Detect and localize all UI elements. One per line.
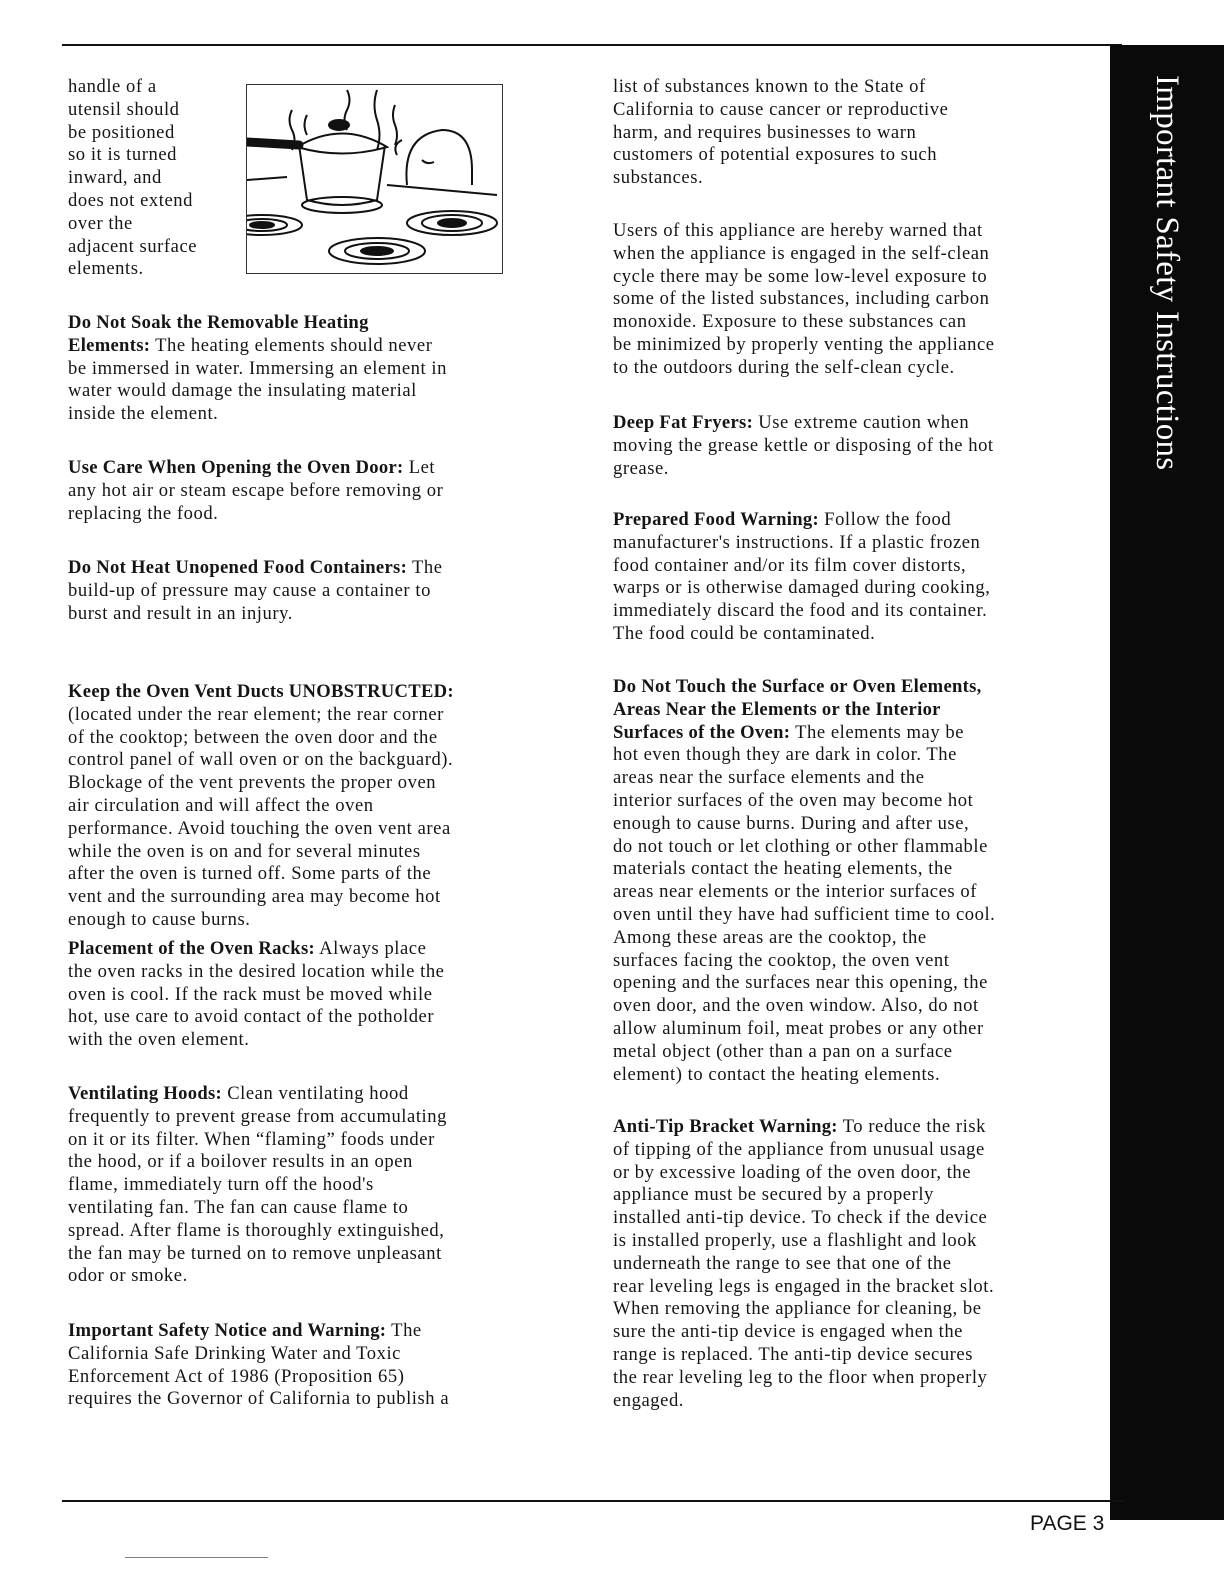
section-heading: Anti-Tip Bracket Warning: (613, 1116, 838, 1137)
section-unopened-containers (68, 557, 443, 625)
bottom-rule (62, 1500, 1124, 1502)
section-tab-title: Important Safety Instructions (1149, 75, 1185, 471)
section-heading: Deep Fat Fryers: (613, 412, 754, 433)
pot-on-stove-illustration (246, 84, 503, 274)
section-body: Use extreme caution when moving the grease kettle or disposing of the hot grease. (613, 412, 994, 479)
section-heading: Placement of the Oven Racks: (68, 938, 315, 959)
section-safety-notice (68, 1320, 449, 1411)
section-body: The build-up of pressure may cause a container to burst and result in an injury. (68, 557, 443, 624)
section-body: The elements may be hot even though they are dark in color. The areas near the surface elements and the interior surfaces of the oven may become hot enough to cause burns. During and after use, do not touch or let clothing or other flammable materials contact the heating elements, the areas near elements or the interior surfaces of oven until they have had sufficient time to cool. Among these areas are the cooktop, the surfaces facing the cooktop, the oven vent opening and the surfaces near this opening, the oven door, and the oven window. Also, do not allow aluminum foil, meat probes or any other metal object (other than a pan on a surface element) to contact the heating elements. (613, 721, 996, 1085)
top-rule (62, 44, 1122, 46)
section-oven-racks (68, 938, 444, 1052)
footer-line (125, 1557, 268, 1558)
section-heading: Keep the Oven Vent Ducts UNOBSTRUCTED: (68, 681, 454, 702)
section-heading: Use Care When Opening the Oven Door: (68, 457, 404, 478)
section-body: (located under the rear element; the rear corner of the cooktop; between the oven door and the control panel of wall oven or on the backguard). Blockage of the vent prevents the proper oven air circulation and will affect the oven performance. Avoid touching the oven vent area while the oven is on and for several minutes after the oven is turned off. Some parts of the vent and the surrounding area may become hot enough to cause burns. (68, 703, 454, 930)
section-deep-fat-fryers (613, 412, 994, 480)
section-oven-door (68, 457, 443, 525)
section-anti-tip (613, 1116, 994, 1412)
section-body: Always place the oven racks in the desired location while the oven is cool. If the rack must be moved while hot, use care to avoid contact of the potholder with the oven element. (68, 938, 445, 1051)
section-do-not-soak (68, 312, 447, 426)
section-heading: Prepared Food Warning: (613, 509, 819, 530)
section-do-not-touch (613, 676, 995, 1086)
section-heading: Do Not Touch the Surface or Oven Elements, Areas Near the Elements or the Interior Surfaces of the Oven: (613, 676, 982, 743)
section-body: The California Safe Drinking Water and Toxic Enforcement Act of 1986 (Proposition 65) requires the Governor of California to publish a (68, 1320, 450, 1410)
section-body: Let any hot air or steam escape before removing or replacing the food. (68, 457, 444, 524)
section-heading: Important Safety Notice and Warning: (68, 1320, 387, 1341)
section-body: Follow the food manufacturer's instructions. If a plastic frozen food container and/or its film cover distorts, warps or is otherwise damaged during cooking, immediately discard the food and its container. The food could be contaminated. (613, 509, 991, 644)
users-warning: Users of this appliance are hereby warned that when the appliance is engaged in the self-clean cycle there may be some low-level exposure to some of the listed substances, including carbon monoxide. Exposure to these substances can be minimized by properly venting the appliance to the outdoors during the self-clean cycle. (613, 220, 995, 378)
intro-text: handle of a utensil should be positioned so it is turned inward, and does not extend over the adjacent surface elements. (68, 76, 198, 280)
section-body: The heating elements should never be immersed in water. Immersing an element in water would damage the insulating material inside the element. (68, 334, 447, 425)
section-heading: Do Not Heat Unopened Food Containers: (68, 557, 408, 578)
section-vent-ducts (68, 681, 454, 932)
section-body: Clean ventilating hood frequently to prevent grease from accumulating on it or its filter. When “flaming” foods under the hood, or if a boilover results in an open flame, immediately turn off the hood's ventilating fan. The fan can cause flame to spread. After flame is thoroughly extinguished, the fan may be turned on to remove unpleasant odor or smoke. (68, 1083, 447, 1287)
section-heading: Do Not Soak the Removable Heating Elements: (68, 312, 369, 356)
section-ventilating-hoods (68, 1083, 447, 1288)
section-body: To reduce the risk of tipping of the appliance from unusual usage or by excessive loading of the oven door, the appliance must be secured by a properly installed anti-tip device. To check if the device is installed properly, use a flashlight and look underneath the range to see that one of the rear leveling legs is engaged in the bracket slot. When removing the appliance for cleaning, be sure the anti-tip device is engaged when the range is replaced. The anti-tip device secures the rear leveling leg to the floor when properly engaged. (613, 1116, 995, 1411)
safety-notice-continuation: list of substances known to the State of California to cause cancer or reproductive harm, and requires businesses to warn customers of potential exposures to such substances. (613, 76, 949, 189)
page-number: PAGE 3 (1030, 1512, 1105, 1535)
section-heading: Ventilating Hoods: (68, 1083, 223, 1104)
section-prepared-food (613, 509, 990, 646)
